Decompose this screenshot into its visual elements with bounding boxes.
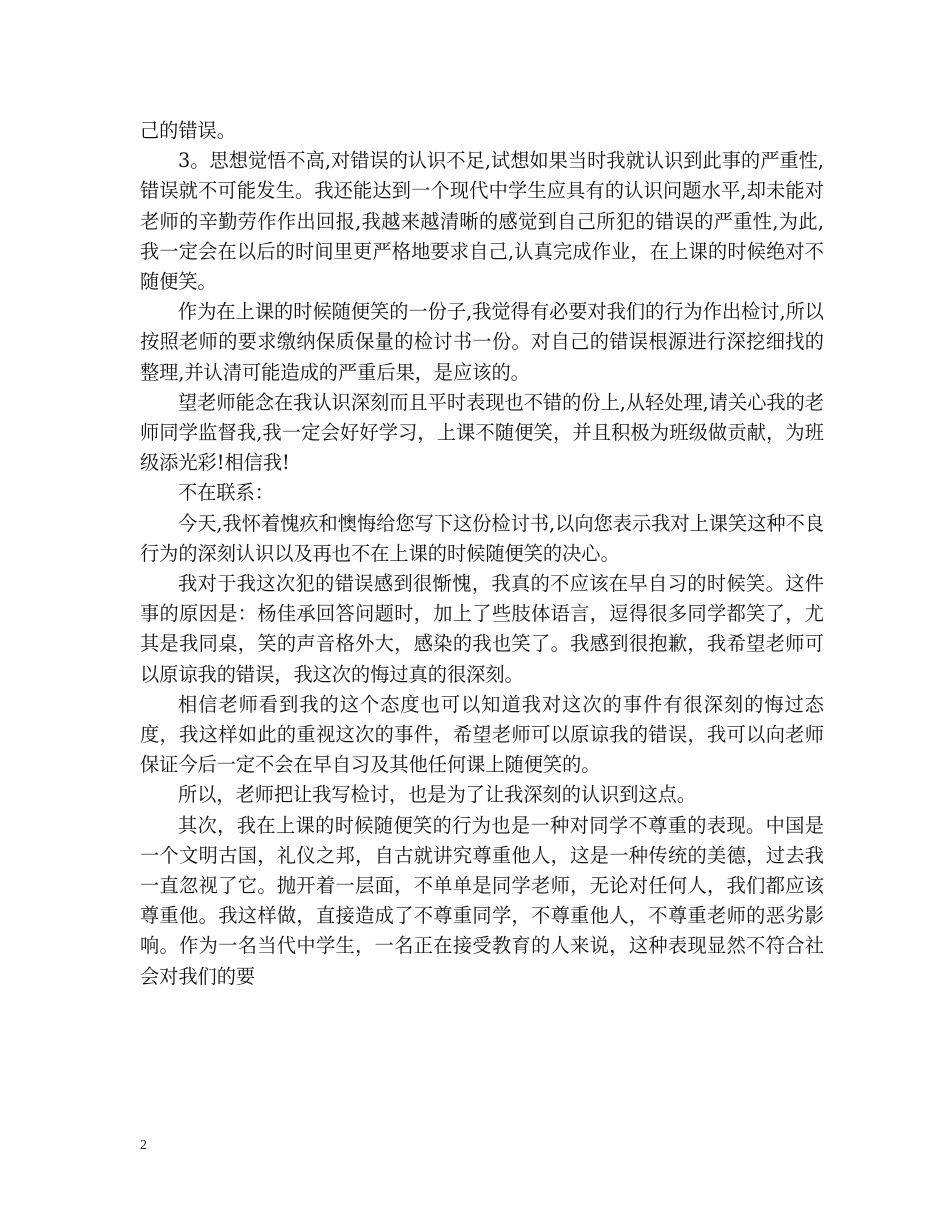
paragraph-contact-heading: 不在联系： (178, 481, 274, 505)
paragraph-therefore: 所以，老师把让我写检讨，也是为了让我深刻的认识到这点。 (178, 783, 697, 807)
paragraph-attitude: 相信老师看到我的这个态度也可以知道我对这次的事件有很深刻的悔过态度，我这样如此的重视这次的事件，希望老师可以原谅我的错误，我可以向老师保证今后一定不会在早自习及其他任何课上随便笑的。 (140, 692, 824, 777)
paragraph-member-review: 作为在上课的时候随便笑的一份子,我觉得有必要对我们的行为作出检讨,所以按照老师的要求缴纳保质保量的检讨书一份。对自己的错误根源进行深挖细找的整理,并认清可能造成的严重后果，是应该的。 (140, 300, 824, 384)
paragraph-continuation: 己的错误。 (140, 119, 236, 142)
paragraph-request-leniency: 望老师能念在我认识深刻而且平时表现也不错的份上,从轻处理,请关心我的老师同学监督我,我一定会好好学习，上课不随便笑，并且积极为班级做贡献，为班级添光彩!相信我! (140, 390, 824, 475)
paragraph-respect: 其次，我在上课的时候随便笑的行为也是一种对同学不尊重的表现。中国是一个文明古国，礼仪之邦，自古就讲究尊重他人，这是一种传统的美德，过去我一直忽视了它。抛开着一层面，不单单是同学老师，无论对任何人，我们都应该尊重他。我这样做，直接造成了不尊重同学，不尊重他人，不尊重老师的恶劣影响。作为一名当代中学生，一名正在接受教育的人来说，这种表现显然不符合社会对我们的要 (140, 813, 824, 988)
page-number: 2 (140, 1138, 147, 1153)
paragraph-reason: 我对于我这次犯的错误感到很惭愧，我真的不应该在早自习的时候笑。这件事的原因是：杨佳承回答问题时，加上了些肢体语言，逗得很多同学都笑了，尤其是我同桌，笑的声音格外大，感染的我也笑了。我感到很抱歉，我希望老师可以原谅我的错误，我这次的悔过真的很深刻。 (140, 572, 824, 686)
paragraph-today: 今天,我怀着愧疚和懊悔给您写下这份检讨书,以向您表示我对上课笑这种不良行为的深刻认识以及再也不在上课的时候随便笑的决心。 (140, 511, 824, 565)
document-body (140, 116, 824, 992)
paragraph-point-3: 3。思想觉悟不高,对错误的认识不足,试想如果当时我就认识到此事的严重性,错误就不可能发生。我还能达到一个现代中学生应具有的认识问题水平,却未能对老师的辛勤劳作作出回报,我越来越清晰的感觉到自己所犯的错误的严重性,为此,我一定会在以后的时间里更严格地要求自己,认真完成作业，在上课的时候绝对不随便笑。 (140, 149, 824, 294)
